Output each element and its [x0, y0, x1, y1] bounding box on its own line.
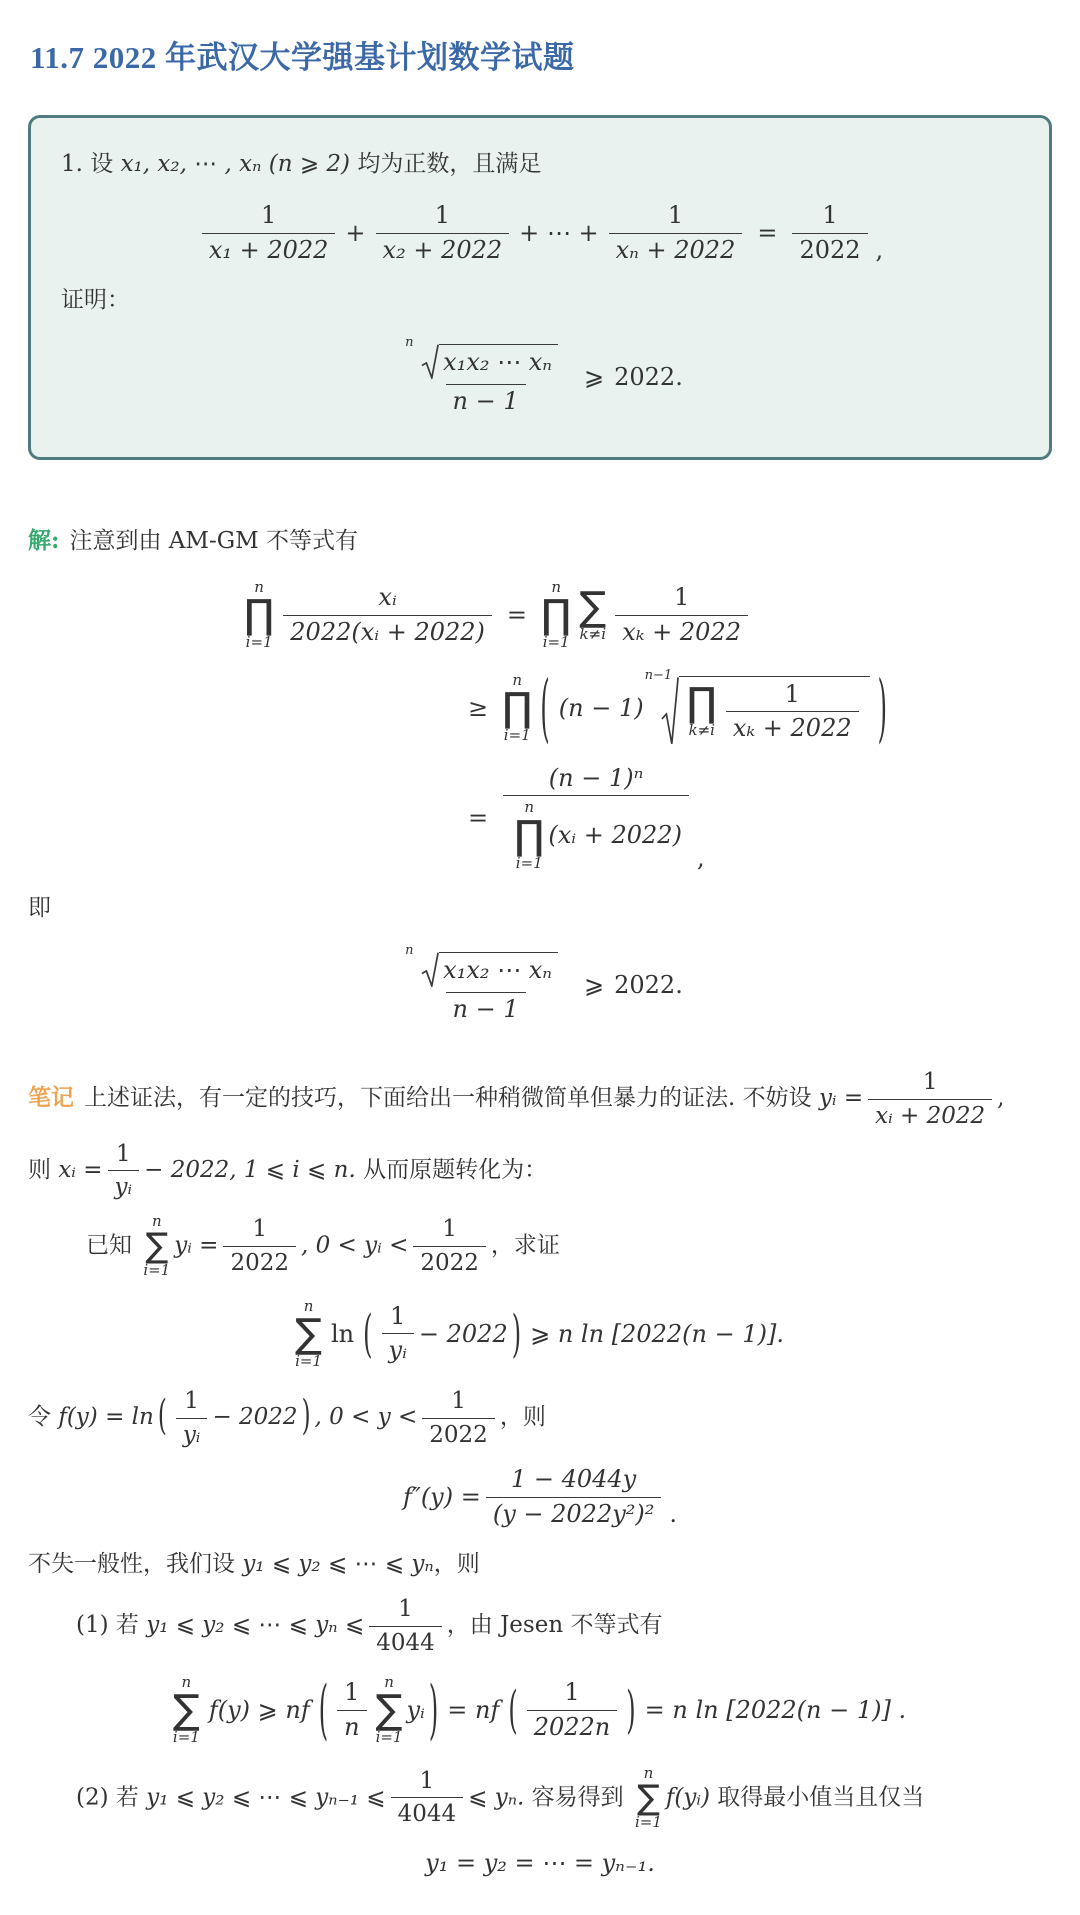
product-symbol: ∏: [686, 680, 717, 727]
prove-label: 证明：: [61, 287, 130, 314]
text: ，则: [499, 1404, 546, 1431]
op-lower-limit: i=1: [503, 726, 531, 745]
denominator: n − 1: [446, 384, 526, 416]
period: .: [669, 1500, 678, 1529]
rhs-expression: = n ln [2022(n − 1)] .: [644, 1696, 907, 1725]
numerator: 1: [667, 200, 684, 229]
page-title: 11.7 2022 年武汉大学强基计划数学试题: [30, 40, 575, 75]
product-symbol: ∏: [244, 592, 275, 639]
product-operator: [541, 579, 571, 652]
text: (2) 若: [76, 1783, 147, 1810]
problem-text: 均为正数，且满足: [350, 151, 542, 177]
op-lower-limit: i=1: [542, 633, 570, 652]
denominator: xₙ + 2022: [609, 233, 743, 265]
note-text: 上述证法，有一定的技巧，下面给出一种稍微简单但暴力的证法. 不妨设: [84, 1085, 819, 1112]
geq-sign: ⩾: [584, 970, 605, 999]
product-operator: [514, 799, 544, 872]
numerator: 1: [390, 1301, 406, 1330]
numerator: 1: [822, 200, 838, 229]
fraction: [369, 1596, 442, 1656]
fraction: [202, 202, 336, 264]
substitution-line: [28, 1141, 1052, 1201]
root-index: n−1: [644, 667, 673, 683]
fraction: [223, 1216, 296, 1276]
math: − 2022: [212, 1404, 298, 1431]
op-lower-limit: i=1: [245, 633, 273, 652]
left-paren: (: [318, 1672, 329, 1749]
denominator: xᵢ + 2022: [868, 1099, 992, 1129]
sum-symbol: ∑: [579, 583, 607, 630]
text: 令: [28, 1404, 59, 1431]
op-upper-limit: n: [254, 578, 264, 597]
fraction: [503, 765, 689, 872]
left-paren: (: [157, 1392, 167, 1440]
equals-sign: =: [506, 601, 528, 630]
right-paren: ): [511, 1304, 522, 1364]
geq-sign: ≥: [468, 694, 489, 723]
product-operator: [686, 680, 717, 740]
numerator: 1 − 4044y: [510, 1465, 637, 1494]
radical: [405, 942, 558, 987]
equation-equality-condition: [28, 1849, 1052, 1877]
numerator: 1: [344, 1678, 360, 1707]
op-lower-limit: i=1: [515, 853, 543, 872]
case-1-line: [28, 1596, 1052, 1656]
text: 从而原题转化为：: [355, 1156, 548, 1183]
text: (1) 若: [76, 1612, 147, 1639]
numerator: 1: [564, 1678, 580, 1707]
left-paren: (: [508, 1680, 518, 1740]
op-lower-limit: i=1: [375, 1728, 403, 1747]
text: 容易得到: [524, 1783, 631, 1810]
op-lower-limit: i=1: [143, 1261, 171, 1280]
sum-operator: [579, 583, 607, 643]
op-lower-limit: k≠i: [579, 624, 606, 643]
note-paragraph: [28, 1069, 1052, 1129]
numerator: 1: [260, 200, 277, 229]
sum-symbol: ∑: [172, 1687, 200, 1734]
numerator: xᵢ: [378, 583, 397, 612]
fraction: [726, 681, 859, 743]
math: ⩽ yₙ.: [468, 1783, 525, 1810]
op-upper-limit: n: [181, 1673, 192, 1692]
note-math: yᵢ =: [818, 1085, 864, 1112]
note-label: 笔记: [28, 1085, 74, 1112]
denominator: 2022: [223, 1246, 296, 1276]
sum-operator: [635, 1765, 662, 1832]
ji-text: 即: [28, 894, 51, 921]
text: ，则: [433, 1551, 480, 1578]
rhs-value: 2022.: [614, 362, 683, 391]
sum-operator: [295, 1298, 322, 1371]
radicand: x₁x₂ ⋯ xₙ: [439, 344, 558, 379]
product-operator: [502, 672, 532, 745]
denominator: 2022: [422, 1418, 495, 1448]
solution-intro: [28, 522, 1052, 561]
cdots-plus: + ⋯ +: [519, 219, 599, 248]
radicand: x₁x₂ ⋯ xₙ: [439, 952, 558, 987]
denominator: 2022(xᵢ + 2022): [283, 615, 492, 647]
denominator: yᵢ: [176, 1418, 208, 1448]
text: ，求证: [490, 1232, 560, 1259]
equality-chain: y₁ = y₂ = ⋯ = yₙ₋₁.: [425, 1849, 655, 1878]
wlog-line: [28, 1546, 1052, 1584]
n-minus-1-term: (n − 1): [558, 694, 644, 723]
equation-conclusion: [28, 942, 1052, 1023]
problem-statement: [61, 146, 1019, 184]
problem-box: [28, 115, 1052, 460]
denominator: xₖ + 2022: [615, 615, 748, 647]
op-upper-limit: n: [643, 1763, 654, 1782]
fraction: [792, 202, 867, 264]
math: y₁ ⩽ y₂ ⩽ ⋯ ⩽ yₙ₋₁ ⩽: [146, 1783, 386, 1810]
denominator: x₂ + 2022: [376, 233, 510, 265]
fraction: [382, 1303, 414, 1365]
denominator: x₁ + 2022: [202, 233, 336, 265]
ln-function: ln: [331, 1319, 355, 1348]
fraction: [283, 584, 492, 646]
given-line: [28, 1213, 1052, 1280]
op-lower-limit: k≠i: [688, 721, 715, 740]
radicand: [679, 676, 870, 745]
math: xᵢ =: [58, 1156, 103, 1183]
math: = nf: [447, 1696, 500, 1725]
denominator: 2022: [413, 1246, 486, 1276]
rhs-expression: ⩾ n ln [2022(n − 1)].: [530, 1319, 784, 1348]
numerator: 1: [252, 1216, 268, 1243]
fraction: [486, 1466, 662, 1528]
numerator: 1: [419, 1767, 435, 1794]
denominator: 4044: [369, 1626, 442, 1656]
math: f(yᵢ): [665, 1783, 710, 1810]
product-symbol: ∏: [502, 685, 533, 732]
derivation-line-3: [28, 765, 1052, 872]
numerator: 1: [784, 679, 800, 708]
derivation-line-1: [28, 579, 1052, 652]
numerator: 1: [115, 1140, 131, 1167]
op-lower-limit: i=1: [634, 1813, 662, 1832]
math: , 0 < yᵢ <: [300, 1232, 409, 1259]
op-upper-limit: n: [384, 1673, 394, 1692]
comma: ,: [997, 1085, 1005, 1112]
numerator: 1: [451, 1388, 466, 1415]
left-paren: (: [540, 664, 550, 752]
fraction: [615, 584, 748, 646]
fraction: [527, 1679, 618, 1741]
denominator: [503, 795, 689, 872]
equation-second-derivative: [28, 1466, 1052, 1528]
problem-number-text: 1. 设: [61, 151, 121, 177]
denominator: (y − 2022y²)²: [486, 1497, 662, 1529]
denominator: yᵢ: [108, 1170, 140, 1200]
solution-intro-text: 注意到由 AM-GM 不等式有: [69, 528, 358, 555]
fraction: [609, 202, 743, 264]
solution-label: 解:: [28, 527, 60, 555]
numerator: 1: [398, 1596, 413, 1623]
denominator: xₖ + 2022: [726, 711, 859, 743]
right-paren: ): [428, 1672, 439, 1749]
equation-transformed: [28, 1298, 1052, 1371]
radical: [405, 335, 558, 379]
derivation-line-2: [28, 664, 1052, 752]
denominator: 4044: [391, 1797, 464, 1827]
rhs-value: 2022.: [614, 970, 683, 999]
sum-symbol: ∑: [145, 1226, 169, 1267]
problem-math-text: x₁, x₂, ⋯ , xₙ (n ⩾ 2): [120, 151, 351, 177]
denominator-factor: (xᵢ + 2022): [548, 820, 682, 849]
op-upper-limit: n: [551, 578, 561, 597]
comma: ,: [696, 843, 705, 872]
text: 已知: [86, 1232, 140, 1259]
op-lower-limit: i=1: [295, 1351, 322, 1370]
op-upper-limit: n: [524, 798, 535, 817]
denominator: n − 1: [446, 992, 526, 1024]
numerator: 1: [442, 1216, 457, 1243]
right-paren: ): [877, 664, 887, 752]
text: 不失一般性，我们设: [28, 1551, 243, 1578]
radical-sign-icon: [661, 676, 679, 745]
denominator: yᵢ: [382, 1333, 414, 1365]
sum-symbol: ∑: [375, 1687, 403, 1734]
sum-symbol: ∑: [295, 1310, 322, 1357]
math: yᵢ =: [174, 1232, 219, 1259]
numerator: [402, 942, 569, 992]
fraction: [176, 1388, 208, 1448]
function-definition-line: [28, 1388, 1052, 1448]
sum-operator: [143, 1213, 170, 1280]
product-symbol: ∏: [541, 592, 572, 639]
equals-sign: =: [757, 219, 778, 248]
op-upper-limit: n: [303, 1296, 314, 1315]
math: , 0 < y <: [314, 1404, 418, 1431]
math: f(y) = ln: [58, 1404, 154, 1431]
numerator: 1: [922, 1069, 938, 1096]
sum-symbol: ∑: [636, 1777, 660, 1818]
op-lower-limit: i=1: [172, 1728, 200, 1747]
math: y₁ ⩽ y₂ ⩽ ⋯ ⩽ yₙ ⩽: [146, 1612, 365, 1639]
equation-sum-condition: [61, 202, 1019, 264]
fraction: [402, 335, 569, 415]
numerator: 1: [184, 1388, 199, 1415]
radical-sign-icon: [421, 952, 439, 987]
math: y₁ ⩽ y₂ ⩽ ⋯ ⩽ yₙ: [242, 1551, 434, 1578]
denominator: n: [337, 1710, 366, 1742]
numerator: (n − 1)ⁿ: [548, 763, 644, 792]
right-paren: ): [301, 1392, 311, 1440]
lhs-expression: f″(y) =: [402, 1483, 481, 1512]
fraction: [391, 1768, 464, 1828]
minus-term: − 2022: [418, 1319, 508, 1348]
equals-sign: =: [468, 804, 489, 833]
denominator: 2022: [792, 233, 867, 265]
fraction: [108, 1141, 140, 1201]
fraction: [337, 1679, 366, 1741]
numerator: [402, 335, 569, 384]
fraction: [868, 1069, 992, 1129]
text: 则: [28, 1156, 59, 1183]
product-symbol: ∏: [514, 812, 545, 859]
radical: [644, 667, 870, 745]
root-index: n: [405, 335, 414, 351]
case-2-line: [28, 1765, 1052, 1832]
text: 取得最小值当且仅当: [709, 1783, 925, 1810]
text: ，由 Jesen 不等式有: [446, 1612, 663, 1639]
root-index: n: [405, 942, 414, 958]
denominator: 2022n: [527, 1710, 618, 1742]
fraction: [402, 942, 569, 1023]
geq-sign: ⩾: [584, 362, 605, 391]
sum-operator: [173, 1674, 200, 1747]
numerator: 1: [434, 200, 450, 229]
numerator: 1: [673, 583, 690, 612]
math: f(y) ⩾ nf: [208, 1696, 310, 1725]
equation-to-prove: [61, 335, 1019, 415]
fraction: [422, 1388, 495, 1448]
sum-operator: [376, 1674, 403, 1747]
product-operator: [244, 579, 274, 652]
fraction: [413, 1216, 486, 1276]
comma: ,: [875, 236, 884, 265]
fraction: [376, 202, 510, 264]
left-paren: (: [363, 1304, 373, 1364]
math: yᵢ: [406, 1696, 425, 1725]
right-paren: ): [626, 1680, 636, 1740]
op-upper-limit: n: [512, 671, 523, 690]
op-upper-limit: n: [151, 1211, 162, 1230]
plus-sign: +: [345, 219, 366, 248]
math: − 2022, 1 ⩽ i ⩽ n.: [144, 1156, 356, 1183]
equation-jensen: [28, 1674, 1052, 1747]
radical-sign-icon: [421, 344, 439, 379]
